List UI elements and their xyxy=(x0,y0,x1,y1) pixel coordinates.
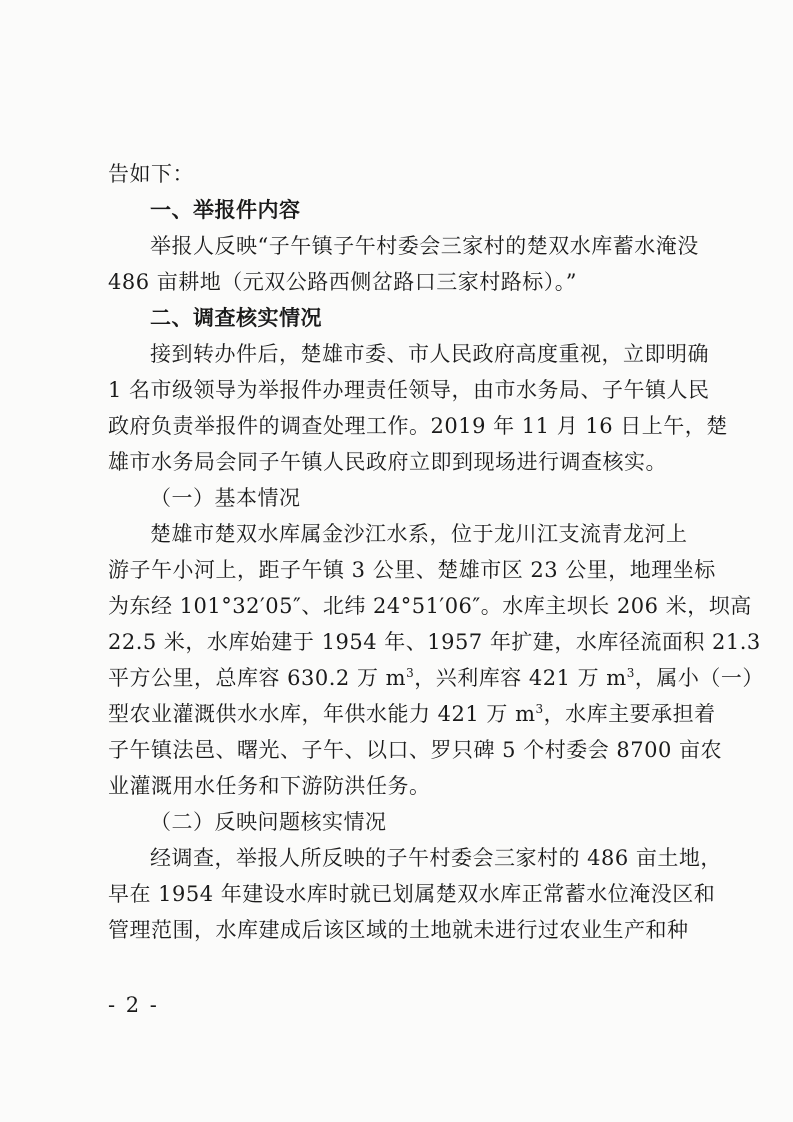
text-line: 政府负责举报件的调查处理工作。2019 年 11 月 16 日上午，楚 xyxy=(108,414,728,438)
text-segment: ，水库主要承担着 xyxy=(543,702,716,726)
text-line: 经调查，举报人所反映的子午村委会三家村的 486 亩土地， xyxy=(150,846,722,870)
page-number: - 2 - xyxy=(108,993,159,1017)
text-line: 举报人反映“子午镇子午村委会三家村的楚双水库蓄水淹没 xyxy=(150,234,699,258)
subsection-heading-basic-info: （一）基本情况 xyxy=(150,486,301,510)
text-line: 业灌溉用水任务和下游防洪任务。 xyxy=(108,774,431,798)
text-segment: 型农业灌溉供水水库，年供水能力 421 万 m xyxy=(108,702,536,726)
superscript: 3 xyxy=(406,666,415,680)
text-line: 告如下： xyxy=(108,162,194,186)
text-line: 早在 1954 年建设水库时就已划属楚双水库正常蓄水位淹没区和 xyxy=(108,882,716,906)
text-line: 1 名市级领导为举报件办理责任领导，由市水务局、子午镇人民 xyxy=(108,378,710,402)
text-line: 为东经 101°32′05″、北纬 24°51′06″。水库主坝长 206 米，坝高 xyxy=(108,594,752,618)
text-segment: ，属小（一） xyxy=(634,666,764,690)
text-segment: 平方公里，总库容 630.2 万 m xyxy=(108,666,407,690)
text-line xyxy=(108,696,716,732)
section-heading-investigation: 二、调查核实情况 xyxy=(150,306,322,330)
text-line: 游子午小河上，距子午镇 3 公里、楚雄市区 23 公里，地理坐标 xyxy=(108,558,716,582)
text-line: 管理范围，水库建成后该区域的土地就未进行过农业生产和种 xyxy=(108,918,689,942)
superscript: 3 xyxy=(626,666,635,680)
section-heading-report-content: 一、举报件内容 xyxy=(150,198,301,222)
text-line: 22.5 米，水库始建于 1954 年、1957 年扩建，水库径流面积 21.3 xyxy=(108,630,761,654)
text-line: 486 亩耕地（元双公路西侧岔路口三家村路标）。” xyxy=(108,270,577,294)
text-line: 楚雄市楚双水库属金沙江水系，位于龙川江支流青龙河上 xyxy=(150,522,688,546)
superscript: 3 xyxy=(535,702,544,716)
text-segment: ，兴利库容 421 万 m xyxy=(414,666,627,690)
text-line: 子午镇法邑、曙光、子午、以口、罗只碑 5 个村委会 8700 亩农 xyxy=(108,738,723,762)
text-line xyxy=(108,660,764,696)
subsection-heading-verification: （二）反映问题核实情况 xyxy=(150,810,387,834)
text-line: 接到转办件后，楚雄市委、市人民政府高度重视，立即明确 xyxy=(150,342,709,366)
text-line: 雄市水务局会同子午镇人民政府立即到现场进行调查核实。 xyxy=(108,450,667,474)
